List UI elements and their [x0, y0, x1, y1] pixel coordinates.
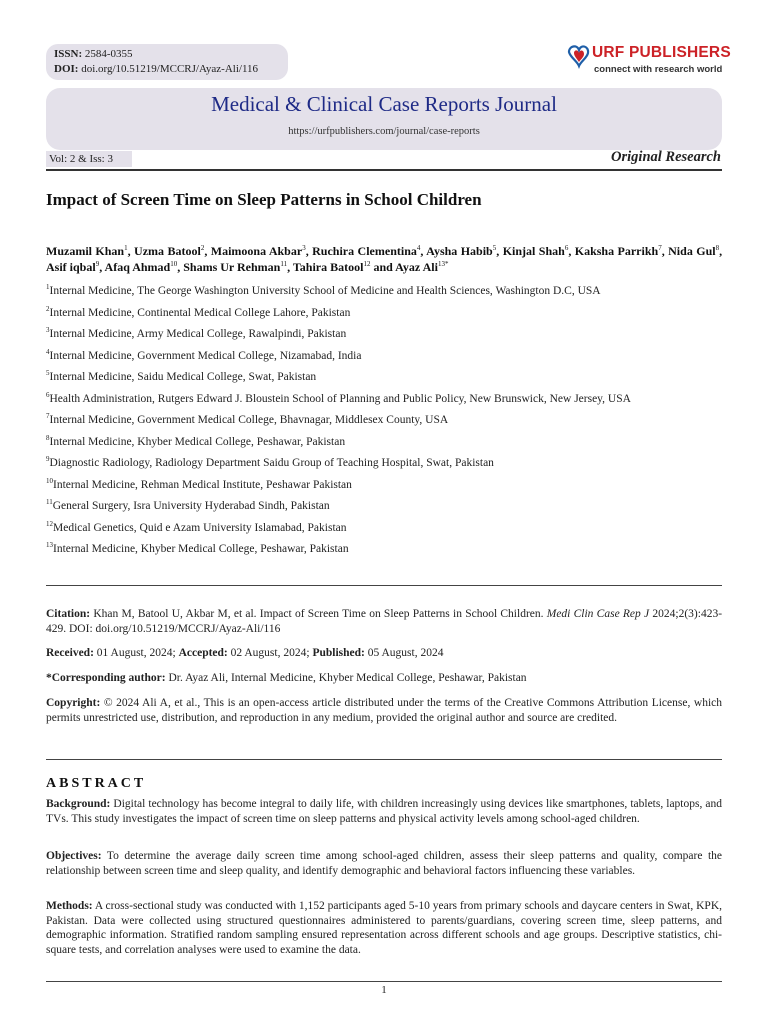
affiliation-text: Internal Medicine, The George Washington University School of Medicine and Health Sciences, Washington D.C, USA: [49, 285, 601, 297]
affiliation-marker: 3: [46, 326, 50, 335]
journal-header: [46, 88, 722, 150]
issn-doi-box: [46, 44, 288, 80]
author-name: Uzma Batool: [134, 244, 201, 258]
affiliation-marker: 10: [46, 476, 53, 485]
author-list: Muzamil Khan$^1$, Uzma Batool$^2$, Maimoona Akbar$^3$, Ruchira Clementina$^4$, Aysha Habib$^5$, Kinjal Shah$^6$, Kaksha Parrikh$^7$, Nida Gul$^8$, Asif iqbal$^9$, Afaq Ahmad$^{10}$, Shams Ur Rehman$^{11}$, Tahira Batool$^{12}$ and Ayaz Ali$^{13*}$: [46, 244, 723, 274]
affiliation-marker: 1: [46, 283, 50, 292]
accepted-value: 02 August, 2024;: [230, 647, 310, 659]
affiliation-item: [46, 478, 352, 492]
author-name: Shams Ur Rehman: [183, 260, 281, 274]
abstract-methods: [46, 899, 722, 957]
author-name: Ruchira Clementina: [312, 244, 417, 258]
author-name: Kaksha Parrikh: [574, 244, 659, 258]
copyright-label: Copyright:: [46, 697, 101, 709]
author-affiliation-marker: 13*: [437, 260, 449, 268]
affiliation-item: [46, 327, 346, 341]
page-number: 1: [381, 984, 387, 996]
journal-url[interactable]: https://urfpublishers.com/journal/case-reports: [288, 126, 480, 137]
affiliation-marker: 5: [46, 369, 50, 378]
affiliation-text: Internal Medicine, Khyber Medical College, Peshawar, Pakistan: [49, 435, 346, 448]
author-name: Muzamil Khan: [46, 244, 125, 258]
affiliation-marker: 6: [46, 390, 50, 399]
affiliation-item: [46, 284, 601, 298]
affiliation-item: [46, 306, 350, 320]
publisher-logo-icon: [566, 44, 592, 78]
section-rule: [46, 585, 722, 586]
affiliation-marker: 11: [46, 498, 53, 507]
objectives-text: To determine the average daily screen time among school-aged children, assess their sleep patterns and quality, compare the relationship between screen time and sleep quality, and identify demographic and behavioral factors influencing these variables.: [46, 850, 722, 877]
methods-text: A cross-sectional study was conducted with 1,152 participants aged 5-10 years from primary schools and daycare centers in Swat, KPK, Pakistan. Data were collected using structured questionnaires administered to parents/guardians, covering screen time, sleep patterns, and demographic information. Stratified random sampling ensured representation across different schools and age groups. Descriptive statistics, chi-square tests, and correlation analyses were used to examine the data.: [46, 900, 722, 956]
author-affiliation-marker: 6: [564, 244, 569, 252]
citation-tail: 2024;2(3):423-429. DOI: doi.org/10.51219/MCCRJ/Ayaz-Ali/116: [46, 608, 723, 635]
affiliation-marker: 8: [46, 433, 50, 442]
affiliation-text: Internal Medicine, Government Medical College, Nizamabad, India: [49, 349, 362, 362]
objectives-label: Objectives:: [46, 850, 102, 862]
citation-journal: Medi Clin Case Rep J: [546, 608, 650, 620]
issn-label: ISSN:: [54, 48, 83, 60]
header-rule: [46, 169, 722, 171]
author-affiliation-marker: 3: [302, 244, 306, 252]
author-name: Ayaz Ali: [395, 260, 438, 274]
author-affiliation-marker: 2: [200, 244, 205, 252]
affiliation-marker: 2: [46, 304, 50, 313]
author-affiliation-marker: 1: [124, 244, 128, 252]
citation: [46, 607, 722, 636]
corresponding-value: Dr. Ayaz Ali, Internal Medicine, Khyber Medical College, Peshawar, Pakistan: [168, 672, 527, 684]
volume-issue: Vol: 2 & Iss: 3: [46, 151, 132, 167]
author-affiliation-marker: 12: [363, 260, 371, 268]
doi-label: DOI:: [54, 63, 79, 75]
background-label: Background:: [46, 798, 111, 810]
author-affiliation-marker: 9: [95, 260, 100, 268]
abstract-background: [46, 797, 722, 826]
author-affiliation-marker: 11: [280, 260, 288, 268]
author-affiliation-marker: 7: [658, 244, 662, 252]
issn-value: 2584-0355: [84, 48, 133, 60]
author-name: Maimoona Akbar: [210, 244, 303, 258]
affiliation-text: General Surgery, Isra University Hyderabad Sindh, Pakistan: [52, 500, 330, 512]
publisher-tagline: connect with research world: [594, 64, 723, 75]
received-value: 01 August, 2024;: [96, 647, 176, 659]
publisher-name: URF PUBLISHERS: [592, 44, 731, 61]
author-affiliation-marker: 4: [416, 244, 421, 252]
affiliation-text: Internal Medicine, Rehman Medical Institute, Peshawar Pakistan: [53, 478, 352, 491]
affiliation-text: Internal Medicine, Khyber Medical College, Peshawar, Pakistan: [53, 543, 349, 555]
affiliation-text: Internal Medicine, Continental Medical College Lahore, Pakistan: [49, 306, 351, 319]
accepted-label: Accepted:: [178, 647, 228, 659]
affiliation-text: Health Administration, Rutgers Edward J. Bloustein School of Planning and Public Policy, New Brunswick, New Jersey, USA: [49, 392, 631, 405]
affiliation-text: Medical Genetics, Quid e Azam University Islamabad, Pakistan: [53, 521, 347, 534]
article-type: Original Research: [611, 149, 721, 165]
author-name: Tahira Batool: [292, 260, 364, 274]
affiliation-item: [46, 456, 494, 470]
author-affiliation-marker: 8: [715, 244, 720, 252]
copyright-value: © 2024 Ali A, et al., This is an open-access article distributed under the terms of the Creative Commons Attribution License, which permits unrestricted use, distribution, and reproduction in any medium, provided the original author and source are credited.: [46, 697, 722, 724]
affiliation-item: [46, 542, 349, 556]
affiliation-text: Diagnostic Radiology, Radiology Department Saidu Group of Teaching Hospital, Swat, Pakistan: [49, 457, 494, 469]
section-rule: [46, 759, 722, 760]
received-label: Received:: [46, 647, 94, 659]
affiliation-marker: 4: [46, 347, 50, 356]
affiliation-item: [46, 521, 347, 535]
affiliation-item: [46, 370, 316, 384]
corresponding-author: [46, 671, 722, 686]
author-affiliation-marker: 5: [492, 244, 497, 252]
affiliation-marker: 12: [46, 519, 53, 528]
affiliation-marker: 7: [46, 412, 50, 421]
doi-line: [54, 63, 258, 76]
author-name: Asif iqbal: [46, 260, 96, 274]
abstract-objectives: [46, 849, 722, 878]
author-name: Afaq Ahmad: [104, 260, 171, 274]
affiliation-item: [46, 349, 361, 363]
footer-rule: [46, 981, 722, 982]
author-affiliation-marker: 10: [170, 260, 178, 268]
published-value: 05 August, 2024: [367, 647, 444, 659]
copyright: [46, 696, 722, 725]
author-name: Nida Gul: [668, 244, 716, 258]
author-name: Kinjal Shah: [502, 244, 565, 258]
citation-text: Khan M, Batool U, Akbar M, et al. Impact of Screen Time on Sleep Patterns in School Children.: [93, 608, 544, 620]
issn-line: [54, 48, 133, 61]
affiliation-text: Internal Medicine, Army Medical College, Rawalpindi, Pakistan: [49, 328, 347, 340]
affiliation-marker: 9: [46, 455, 50, 464]
corresponding-label: *Corresponding author:: [46, 672, 166, 684]
affiliation-text: Internal Medicine, Government Medical College, Bhavnagar, Middlesex County, USA: [49, 414, 449, 426]
affiliation-item: [46, 499, 330, 513]
affiliation-text: Internal Medicine, Saidu Medical College, Swat, Pakistan: [49, 371, 317, 383]
journal-title: Medical & Clinical Case Reports Journal: [211, 92, 557, 116]
citation-label: Citation:: [46, 608, 91, 620]
affiliation-item: [46, 413, 448, 427]
affiliation-item: [46, 392, 631, 406]
author-name: Aysha Habib: [426, 244, 493, 258]
article-title: Impact of Screen Time on Sleep Patterns in School Children: [46, 190, 482, 209]
affiliation-marker: 13: [46, 541, 53, 550]
doi-value[interactable]: doi.org/10.51219/MCCRJ/Ayaz-Ali/116: [81, 63, 259, 75]
methods-label: Methods:: [46, 900, 93, 912]
background-text: Digital technology has become integral to daily life, with children increasingly using devices like smartphones, tablets, laptops, and TVs. This study investigates the impact of screen time on sleep patterns and physical activity levels among school-aged children.: [46, 798, 722, 825]
article-dates: [46, 646, 722, 661]
affiliation-item: [46, 435, 345, 449]
abstract-heading: ABSTRACT: [46, 776, 147, 791]
published-label: Published:: [312, 647, 365, 659]
publisher-logo[interactable]: [566, 44, 731, 78]
